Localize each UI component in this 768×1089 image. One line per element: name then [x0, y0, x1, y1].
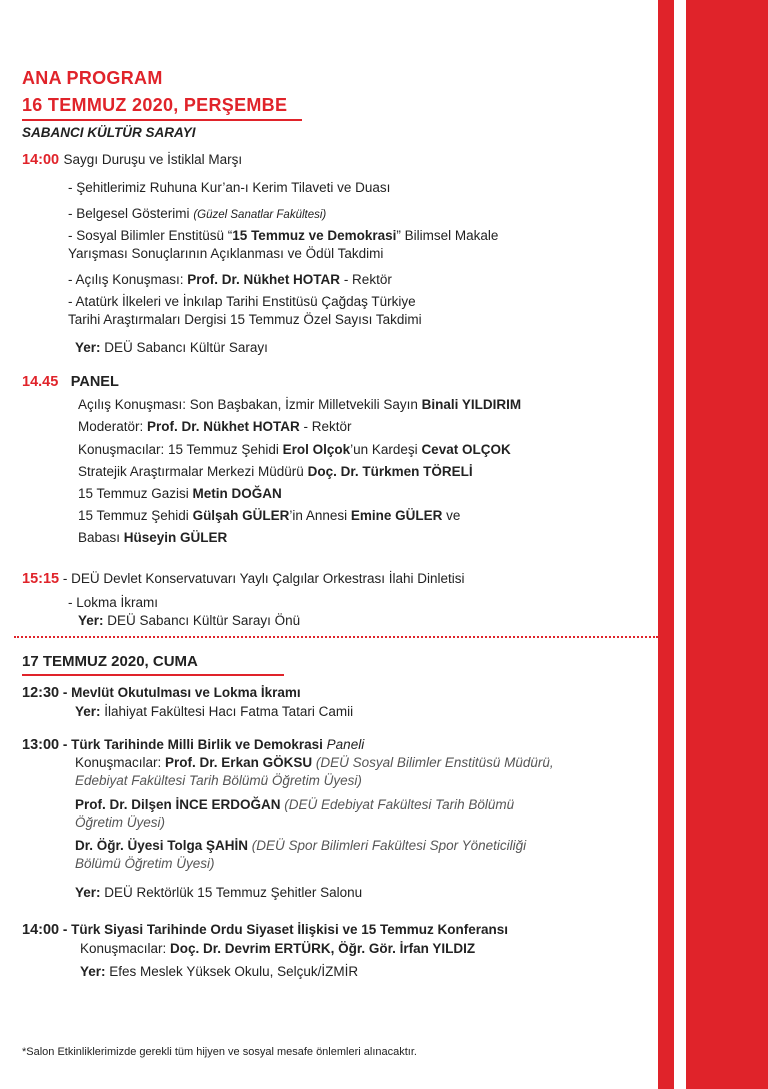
session-time: 12:30 [22, 685, 60, 701]
line-text: Konuşmacılar: [80, 941, 171, 956]
panel-line [78, 418, 352, 436]
day2-session-3 [22, 921, 508, 939]
day1-session-3 [22, 570, 464, 588]
line-text: ve [442, 508, 461, 523]
line-text: 15 Temmuz Gazisi [78, 486, 193, 501]
place-label: Yer: [75, 704, 101, 719]
speaker-name: Doç. Dr. Türkmen TÖRELİ [307, 464, 473, 479]
speaker-note-line2: Edebiyat Fakültesi Tarih Bölümü Öğretim Üyesi) [75, 773, 362, 788]
session-title: - DEÜ Devlet Konservatuvarı Yaylı Çalgılar Orkestrası İlahi Dinletisi [59, 571, 465, 586]
speaker-line [75, 796, 514, 814]
session-title: - Mevlüt Okutulması ve Lokma İkramı [59, 685, 301, 700]
session-time: 13:00 [22, 737, 60, 753]
place-value: Efes Meslek Yüksek Okulu, Selçuk/İZMİR [105, 964, 359, 979]
session-item [68, 271, 392, 289]
session-item: - Atatürk İlkeleri ve İnkılap Tarihi Enstitüsü Çağdaş Türkiye [68, 294, 416, 309]
day1-date: 16 TEMMUZ 2020, PERŞEMBE [22, 95, 288, 115]
panel-line [78, 463, 473, 481]
line-text: Konuşmacılar: [75, 755, 166, 770]
session-time: 14:00 [22, 922, 60, 938]
item-text: - Rektör [340, 272, 392, 287]
place-value: DEÜ Rektörlük 15 Temmuz Şehitler Salonu [100, 885, 363, 900]
speaker-note: (DEÜ Sosyal Bilimler Enstitüsü Müdürü, [312, 755, 554, 770]
speaker-name: Cevat OLÇOK [421, 442, 511, 457]
speaker-name: Prof. Dr. Nükhet HOTAR [147, 419, 300, 434]
item-text: - Sosyal Bilimler Enstitüsü “ [68, 228, 233, 243]
panel-line [78, 396, 521, 414]
red-stripe-wide [686, 0, 768, 1089]
speaker-name: Prof. Dr. Dilşen İNCE ERDOĞAN [75, 797, 281, 812]
day1-venue-heading: SABANCI KÜLTÜR SARAYI [22, 125, 196, 140]
day1-session-2 [22, 373, 119, 391]
session-title: Saygı Duruşu ve İstiklal Marşı [63, 152, 243, 167]
day2-session-2 [22, 736, 364, 754]
session-title: PANEL [70, 374, 119, 390]
session-place [80, 963, 358, 981]
place-label: Yer: [75, 340, 101, 355]
panel-line [78, 441, 511, 459]
panel-line [78, 485, 282, 503]
item-text: - Belgesel Gösterimi [68, 206, 190, 221]
item-note: (Güzel Sanatlar Fakültesi) [193, 209, 327, 221]
speaker-line [75, 754, 554, 772]
day-separator [14, 636, 658, 638]
session-title: - Türk Siyasi Tarihinde Ordu Siyaset İlişkisi ve 15 Temmuz Konferansı [59, 922, 508, 937]
session-title: - Türk Tarihinde Milli Birlik ve Demokrasi [59, 737, 327, 752]
speaker-name: Binali YILDIRIM [421, 397, 522, 412]
place-label: Yer: [78, 613, 104, 628]
day1-date-underline [22, 119, 302, 121]
panel-line [78, 507, 460, 525]
day1-session-1 [22, 151, 242, 169]
day2-date-underline [22, 674, 284, 676]
session-place [75, 703, 353, 721]
item-text: - Açılış Konuşması: [68, 272, 188, 287]
place-value: İlahiyat Fakültesi Hacı Fatma Tatari Camii [100, 704, 354, 719]
day2-date: 17 TEMMUZ 2020, CUMA [22, 653, 198, 670]
speaker-note: (DEÜ Spor Bilimleri Fakültesi Spor Yöneticiliği [248, 838, 527, 853]
session-item: - Şehitlerimiz Ruhuna Kur’an-ı Kerim Tilaveti ve Duası [68, 180, 391, 195]
speaker-name: Dr. Öğr. Üyesi Tolga ŞAHİN [75, 838, 249, 853]
session-item-line2: Yarışması Sonuçlarının Açıklanması ve Ödül Takdimi [68, 246, 384, 261]
session-item [68, 227, 498, 245]
speaker-name: Hüseyin GÜLER [123, 530, 228, 545]
red-stripe-thin [658, 0, 674, 1089]
program-title: ANA PROGRAM [22, 68, 163, 88]
session-title-italic: Paneli [326, 737, 365, 752]
line-text: ’in Annesi [289, 508, 351, 523]
line-text: Açılış Konuşması: Son Başbakan, İzmir Milletvekili Sayın [78, 397, 422, 412]
session-item [68, 205, 326, 224]
speaker-note-line2: Öğretim Üyesi) [75, 815, 166, 830]
place-label: Yer: [80, 964, 106, 979]
panel-line [78, 529, 227, 547]
day2-session-1 [22, 684, 301, 702]
line-text: Moderatör: [78, 419, 148, 434]
place-value: DEÜ Sabancı Kültür Sarayı Önü [103, 613, 301, 628]
speaker-name: Erol Olçok [282, 442, 351, 457]
session-item-line2: Tarihi Araştırmaları Dergisi 15 Temmuz Özel Sayısı Takdimi [68, 312, 422, 327]
speaker-name: Gülşah GÜLER [192, 508, 290, 523]
speaker-name: Emine GÜLER [350, 508, 443, 523]
speaker-note: (DEÜ Edebiyat Fakültesi Tarih Bölümü [280, 797, 515, 812]
item-text: ” Bilimsel Makale [396, 228, 499, 243]
speaker-name: Prof. Dr. Erkan GÖKSU [165, 755, 313, 770]
line-text: Konuşmacılar: 15 Temmuz Şehidi [78, 442, 283, 457]
speaker-name: Prof. Dr. Nükhet HOTAR [187, 272, 341, 287]
speaker-line [75, 837, 526, 855]
place-label: Yer: [75, 885, 101, 900]
line-text: Babası [78, 530, 124, 545]
session-time: 15:15 [22, 571, 60, 587]
session-item: - Lokma İkramı [68, 595, 159, 610]
footnote: *Salon Etkinliklerimizde gerekli tüm hijyen ve sosyal mesafe önlemleri alınacaktır. [22, 1046, 417, 1058]
session-place [78, 612, 300, 630]
speaker-name: Metin DOĞAN [192, 486, 282, 501]
session-time: 14:00 [22, 152, 60, 168]
item-bold: 15 Temmuz ve Demokrasi [232, 228, 397, 243]
line-text: - Rektör [299, 419, 352, 434]
speaker-name: Doç. Dr. Devrim ERTÜRK, Öğr. Gör. İrfan YILDIZ [170, 941, 476, 956]
line-text: ’un Kardeşi [350, 442, 422, 457]
speaker-note-line2: Bölümü Öğretim Üyesi) [75, 856, 215, 871]
line-text: Stratejik Araştırmalar Merkezi Müdürü [78, 464, 308, 479]
place-value: DEÜ Sabancı Kültür Sarayı [100, 340, 268, 355]
session-time: 14.45 [22, 374, 59, 390]
line-text: 15 Temmuz Şehidi [78, 508, 193, 523]
session-place [75, 339, 268, 357]
speaker-line [80, 940, 475, 958]
session-place [75, 884, 362, 902]
